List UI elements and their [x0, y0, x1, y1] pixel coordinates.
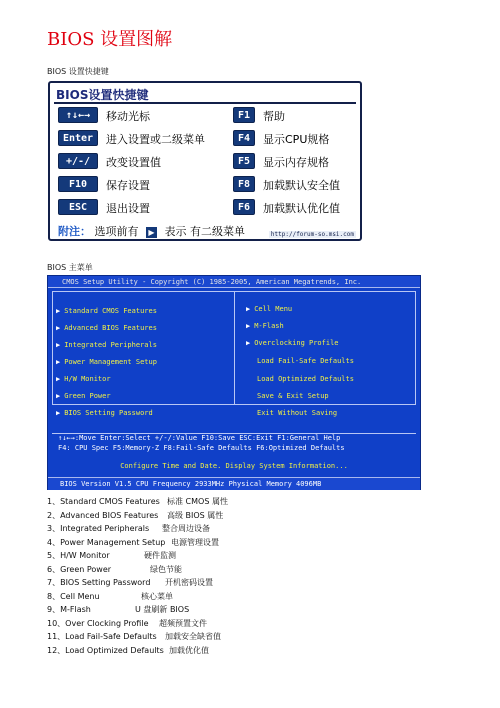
key-row: [50, 176, 360, 196]
triangle-right-icon: ▶: [56, 341, 61, 349]
key-desc: 显示内存规格: [263, 156, 329, 169]
shortcut-keys-panel: [48, 81, 362, 241]
note-text: 表示 有二级菜单: [164, 225, 245, 238]
list-item-zh: 标准 CMOS 属性: [167, 497, 228, 506]
bios-key-legend: F4: CPU Spec F5:Memory-Z F8:Fail-Safe Defaults F6:Optimized Defaults: [58, 444, 345, 452]
key-desc: 保存设置: [106, 179, 150, 192]
key-arrows: ↑↓←→: [58, 107, 98, 123]
list-item: [47, 537, 487, 551]
list-item: [47, 496, 487, 510]
list-item: [47, 618, 487, 632]
bios-help-hint: Configure Time and Date. Display System Information...: [120, 462, 348, 470]
menu-item-label: Load Optimized Defaults: [257, 375, 354, 383]
triangle-right-icon: ▶: [56, 324, 61, 332]
list-item-en: 10、Over Clocking Profile: [47, 618, 149, 628]
list-item: [47, 510, 487, 524]
menu-translation-list: [47, 496, 487, 658]
list-item: [47, 645, 487, 659]
key-desc: 加载默认安全值: [263, 179, 340, 192]
menu-item-integrated-peripherals[interactable]: [56, 341, 157, 349]
menu-item-label: Overclocking Profile: [254, 339, 339, 347]
menu-item-label: Save & Exit Setup: [257, 392, 329, 400]
triangle-right-icon: ▶: [56, 307, 61, 315]
shortcut-keys-header: BIOS设置快捷键: [56, 88, 149, 102]
menu-item-overclocking-profile[interactable]: [246, 339, 339, 347]
list-item-en: 3、Integrated Peripherals: [47, 524, 150, 533]
menu-item-label: Green Power: [64, 392, 111, 400]
triangle-right-icon: ▶: [56, 392, 61, 400]
menu-item-label: Exit Without Saving: [257, 409, 338, 417]
key-esc: ESC: [58, 199, 98, 215]
bios-key-legend: ↑↓←→:Move Enter:Select +/-/:Value F10:Save ESC:Exit F1:General Help: [58, 434, 341, 442]
menu-item-advanced-bios[interactable]: [56, 324, 157, 332]
list-item-zh: 硬件监测: [144, 551, 176, 560]
triangle-right-icon: ▶: [146, 227, 157, 238]
menu-item-save-exit[interactable]: [257, 392, 329, 400]
triangle-right-icon: ▶: [246, 339, 251, 347]
list-item-zh: 加载优化值: [169, 645, 209, 655]
list-item-en: 11、Load Fail-Safe Defaults: [47, 632, 157, 641]
key-row: [50, 199, 360, 219]
note-text: 选项前有: [94, 225, 139, 238]
menu-item-cell-menu[interactable]: [246, 305, 292, 313]
bios-main-menu-screen: [47, 275, 421, 490]
list-item-zh: 开机密码设置: [165, 578, 213, 587]
triangle-right-icon: ▶: [246, 305, 251, 313]
menu-item-label: Cell Menu: [254, 305, 293, 313]
list-item-en: 7、BIOS Setting Password: [47, 578, 151, 587]
key-f5: F5: [233, 153, 255, 169]
menu-item-bios-password[interactable]: [56, 409, 153, 417]
list-item-zh: 整合周边设备: [162, 524, 210, 533]
menu-item-standard-cmos[interactable]: [56, 307, 157, 315]
list-item-en: 12、Load Optimized Defaults: [47, 645, 164, 655]
key-f6: F6: [233, 199, 255, 215]
key-desc: 改变设置值: [106, 156, 161, 169]
list-item-zh: U 盘刷新 BIOS: [135, 605, 190, 614]
list-item: [47, 550, 487, 564]
key-f10: F10: [58, 176, 98, 192]
key-desc: 进入设置或二级菜单: [106, 133, 205, 146]
menu-item-label: BIOS Setting Password: [64, 409, 153, 417]
menu-item-load-fail-safe[interactable]: [257, 357, 354, 365]
list-item-en: 8、Cell Menu: [47, 591, 100, 601]
list-item-en: 1、Standard CMOS Features: [47, 497, 160, 506]
menu-item-exit-without-saving[interactable]: [257, 409, 337, 417]
menu-item-label: H/W Monitor: [64, 375, 111, 383]
key-desc: 帮助: [263, 110, 285, 123]
menu-item-green-power[interactable]: [56, 392, 111, 400]
page-title: BIOS 设置图解: [47, 29, 173, 50]
key-f4: F4: [233, 130, 255, 146]
menu-item-m-flash[interactable]: [246, 322, 284, 330]
bios-header: CMOS Setup Utility - Copyright (C) 1985-2005, American Megatrends, Inc.: [48, 276, 420, 288]
menu-item-label: Integrated Peripherals: [64, 341, 157, 349]
menu-item-label: Standard CMOS Features: [64, 307, 157, 315]
triangle-right-icon: ▶: [246, 322, 251, 330]
key-row: [50, 153, 360, 173]
list-item-en: 4、Power Management Setup: [47, 537, 166, 547]
menu-item-power-management[interactable]: [56, 358, 157, 366]
menu-item-label: M-Flash: [254, 322, 284, 330]
key-enter: Enter: [58, 130, 98, 146]
key-plus-minus: +/-/: [58, 153, 98, 169]
menu-item-label: Advanced BIOS Features: [64, 324, 157, 332]
key-row: [50, 130, 360, 150]
caption-shortcut-keys: BIOS 设置快捷键: [47, 67, 109, 76]
list-item-zh: 核心菜单: [141, 591, 173, 601]
list-item: [47, 564, 487, 578]
list-item: [47, 604, 487, 618]
header-divider: [54, 102, 356, 104]
list-item-en: 5、H/W Monitor: [47, 551, 110, 560]
menu-item-label: Power Management Setup: [64, 358, 157, 366]
list-item-en: 2、Advanced BIOS Features: [47, 510, 159, 520]
list-item: [47, 591, 487, 605]
key-f8: F8: [233, 176, 255, 192]
watermark-url: http://forum-so.msi.com: [270, 231, 354, 238]
list-item: [47, 631, 487, 645]
list-item-en: 9、M-Flash: [47, 605, 91, 614]
triangle-right-icon: ▶: [56, 409, 61, 417]
caption-main-menu: BIOS 主菜单: [47, 263, 93, 272]
key-f1: F1: [233, 107, 255, 123]
key-desc: 加载默认优化值: [263, 202, 340, 215]
key-desc: 退出设置: [106, 202, 150, 215]
list-item-zh: 高级 BIOS 属性: [167, 510, 224, 520]
list-item: [47, 577, 487, 591]
key-desc: 移动光标: [106, 110, 150, 123]
menu-item-load-optimized[interactable]: [257, 375, 354, 383]
key-desc: 显示CPU规格: [263, 133, 330, 146]
list-item-zh: 加载安全缺省值: [165, 632, 221, 641]
submenu-note: [58, 223, 245, 239]
triangle-right-icon: ▶: [56, 358, 61, 366]
key-row: [50, 107, 360, 127]
list-item-zh: 电源管理设置: [171, 537, 219, 547]
bios-status-bar: BIOS Version V1.5 CPU Frequency 2933MHz Physical Memory 4096MB: [48, 477, 420, 490]
list-item-zh: 绿色节能: [150, 564, 182, 574]
note-label: 附注：: [58, 225, 91, 238]
list-item-en: 6、Green Power: [47, 564, 112, 574]
list-item: [47, 523, 487, 537]
menu-item-hw-monitor[interactable]: [56, 375, 111, 383]
triangle-right-icon: ▶: [56, 375, 61, 383]
menu-divider: [234, 291, 235, 405]
menu-item-label: Load Fail-Safe Defaults: [257, 357, 354, 365]
list-item-zh: 超频预置文件: [159, 618, 207, 628]
